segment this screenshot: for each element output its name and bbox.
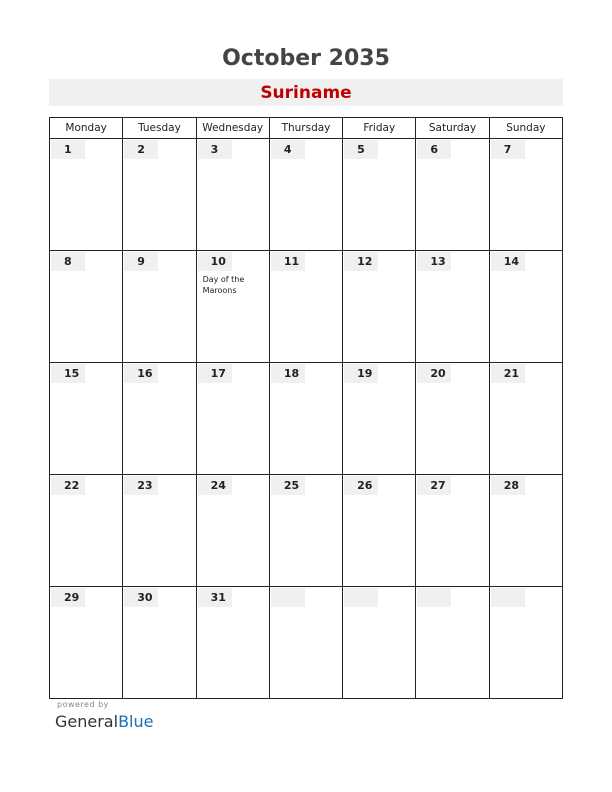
day-number <box>417 588 451 607</box>
day-number: 15 <box>51 364 85 383</box>
day-number: 25 <box>271 476 305 495</box>
day-number: 5 <box>344 140 378 159</box>
weekday-header: Wednesday <box>196 118 269 139</box>
day-number: 13 <box>417 252 451 271</box>
day-cell <box>269 475 342 587</box>
day-cell <box>123 475 196 587</box>
day-cell <box>416 251 489 363</box>
day-cell <box>343 363 416 475</box>
generalblue-logo[interactable] <box>55 712 153 731</box>
calendar-grid <box>49 117 563 699</box>
day-number: 7 <box>491 140 525 159</box>
day-cell <box>50 139 123 251</box>
country-name: Suriname <box>260 83 352 103</box>
day-cell <box>50 251 123 363</box>
day-number: 24 <box>198 476 232 495</box>
weekday-header: Thursday <box>269 118 342 139</box>
page-title: October 2035 <box>222 46 390 71</box>
day-cell <box>269 251 342 363</box>
day-number: 23 <box>124 476 158 495</box>
day-cell <box>416 475 489 587</box>
day-cell <box>416 139 489 251</box>
day-number: 8 <box>51 252 85 271</box>
day-number: 26 <box>344 476 378 495</box>
day-cell <box>196 363 269 475</box>
day-number: 30 <box>124 588 158 607</box>
day-cell <box>489 475 562 587</box>
day-number: 1 <box>51 140 85 159</box>
weekday-header: Sunday <box>489 118 562 139</box>
weekday-header: Friday <box>343 118 416 139</box>
day-number: 17 <box>198 364 232 383</box>
day-number: 4 <box>271 140 305 159</box>
week-row <box>50 363 563 475</box>
day-cell <box>123 587 196 699</box>
day-number: 21 <box>491 364 525 383</box>
day-cell <box>269 139 342 251</box>
day-number: 9 <box>124 252 158 271</box>
day-cell <box>416 363 489 475</box>
day-number: 2 <box>124 140 158 159</box>
country-banner <box>49 79 563 106</box>
weekday-header-row <box>50 118 563 139</box>
day-number: 6 <box>417 140 451 159</box>
day-cell <box>196 139 269 251</box>
day-number: 16 <box>124 364 158 383</box>
brand-general-text: General <box>55 712 119 731</box>
weekday-header: Saturday <box>416 118 489 139</box>
day-cell <box>489 363 562 475</box>
week-row <box>50 587 563 699</box>
day-number: 27 <box>417 476 451 495</box>
week-row <box>50 251 563 363</box>
holiday-label: Day of the Maroons <box>202 275 245 295</box>
day-number: 19 <box>344 364 378 383</box>
day-number <box>344 588 378 607</box>
week-row <box>50 475 563 587</box>
day-number: 14 <box>491 252 525 271</box>
day-cell <box>50 363 123 475</box>
day-cell <box>50 475 123 587</box>
week-row <box>50 139 563 251</box>
day-cell <box>489 587 562 699</box>
day-number <box>271 588 305 607</box>
day-cell <box>489 251 562 363</box>
day-number: 20 <box>417 364 451 383</box>
powered-by-label: powered by <box>57 700 109 709</box>
day-cell <box>343 251 416 363</box>
day-cell <box>269 363 342 475</box>
day-cell <box>196 251 269 363</box>
day-cell <box>123 251 196 363</box>
day-number: 12 <box>344 252 378 271</box>
day-cell <box>343 139 416 251</box>
day-cell <box>343 587 416 699</box>
day-cell <box>489 139 562 251</box>
day-number: 10 <box>198 252 232 271</box>
day-cell <box>416 587 489 699</box>
day-number: 31 <box>198 588 232 607</box>
brand-blue-text: Blue <box>118 712 154 731</box>
day-number: 29 <box>51 588 85 607</box>
day-cell <box>269 587 342 699</box>
day-number: 18 <box>271 364 305 383</box>
weekday-header: Monday <box>50 118 123 139</box>
day-cell <box>123 139 196 251</box>
day-number: 11 <box>271 252 305 271</box>
weekday-header: Tuesday <box>123 118 196 139</box>
day-number: 3 <box>198 140 232 159</box>
day-cell <box>123 363 196 475</box>
day-cell <box>50 587 123 699</box>
day-number: 28 <box>491 476 525 495</box>
day-number: 22 <box>51 476 85 495</box>
day-cell <box>196 587 269 699</box>
day-cell <box>343 475 416 587</box>
day-number <box>491 588 525 607</box>
day-cell <box>196 475 269 587</box>
